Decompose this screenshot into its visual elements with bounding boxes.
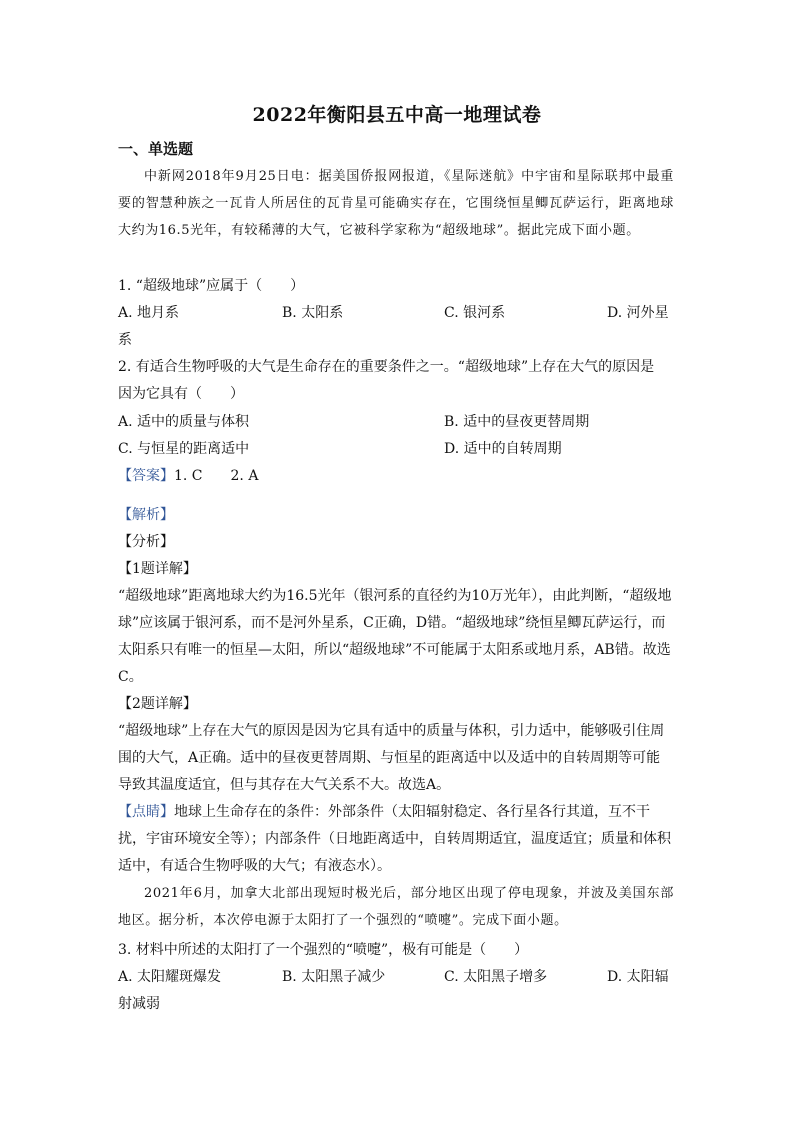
question-1-option-a: A. 地月系 (118, 305, 180, 321)
fenxi-label: 【分析】 (118, 534, 174, 550)
answer-label: 【答案】 (118, 468, 174, 484)
material-2: 2021年6月，加拿大北部出现短时极光后，部分地区出现了停电现象，并波及美国东部地区。据分析，本次停电源于太阳打了一个强烈的“喷嚏”。完成下面小题。 (118, 886, 674, 928)
dianjing-label: 【点睛】 (118, 804, 174, 820)
question-1-option-d: D. 河外星 (607, 305, 669, 321)
question-1-option-c: C. 银河系 (444, 305, 506, 321)
question-3-option-d: D. 太阳辐 (607, 969, 669, 985)
question-2-option-d: D. 适中的自转周期 (444, 441, 562, 457)
section-heading: 一、单选题 (118, 140, 194, 158)
question-3-option-b: B. 太阳黑子减少 (282, 969, 386, 985)
question-3-option-a: A. 太阳耀斑爆发 (118, 969, 222, 985)
question-2-option-a: A. 适中的质量与体积 (118, 414, 250, 430)
page-title: 2022年衡阳县五中高一地理试卷 (252, 104, 542, 126)
material-1: 中新网2018年9月25日电：据美国侨报网报道，《星际迷航》中宇宙和星际联邦中最重要的智慧种族之一瓦肯人所居住的瓦肯星可能确实存在，它围绕恒星鲫瓦萨运行，距离地球大约为16.5光年，有较稀薄的大气，它被科学家称为“超级地球”。据此完成下面小题。 (118, 169, 674, 238)
detail-1-label: 【1题详解】 (118, 561, 197, 577)
analysis-label: 【解析】 (118, 507, 174, 523)
question-2-option-b: B. 适中的昼夜更替周期 (444, 414, 590, 430)
question-2-stem-continued: 因为它具有（ ） (118, 386, 244, 402)
detail-2-label: 【2题详解】 (118, 696, 197, 712)
dianjing-text: 地球上生命存在的条件：外部条件（太阳辐射稳定、各行星各行其道，互不干扰，宇宙环境安全等）；内部条件（日地距离适中，自转周期适宜，温度适宜；质量和体积适中，有适合生物呼吸的大气；有液态水）。 (118, 804, 671, 874)
question-1-option-d-continued: 系 (118, 332, 132, 348)
question-2-option-c: C. 与恒星的距离适中 (118, 441, 250, 457)
question-1-stem: 1. “超级地球”应属于（ ） (118, 278, 305, 294)
dianjing-block (118, 799, 674, 880)
question-3-option-c: C. 太阳黑子增多 (444, 969, 548, 985)
question-3-stem: 3. 材料中所述的太阳打了一个强烈的“喷嚏”，极有可能是（ ） (118, 942, 529, 958)
answer-text: 1. C 2. A (174, 468, 259, 484)
answer-line (118, 463, 678, 490)
detail-1-text: “超级地球”距离地球大约为16.5光年（银河系的直径约为10万光年），由此判断，“超级地球”应该属于银河系，而不是河外星系，C正确，D错。“超级地球”绕恒星鲫瓦萨运行，而太阳系只有唯一的恒星—太阳，所以“超级地球”不可能属于太阳系或地月系，AB错。故选C。 (118, 588, 672, 685)
question-2-stem: 2. 有适合生物呼吸的大气是生命存在的重要条件之一。“超级地球”上存在大气的原因是 (118, 359, 655, 375)
question-1-option-b: B. 太阳系 (282, 305, 344, 321)
detail-2-text: “超级地球”上存在大气的原因是因为它具有适中的质量与体积，引力适中，能够吸引住周围的大气，A正确。适中的昼夜更替周期、与恒星的距离适中以及适中的自转周期等可能导致其温度适宜，但与其存在大气关系不大。故选A。 (118, 723, 665, 793)
question-3-option-d-continued: 射减弱 (118, 996, 160, 1012)
